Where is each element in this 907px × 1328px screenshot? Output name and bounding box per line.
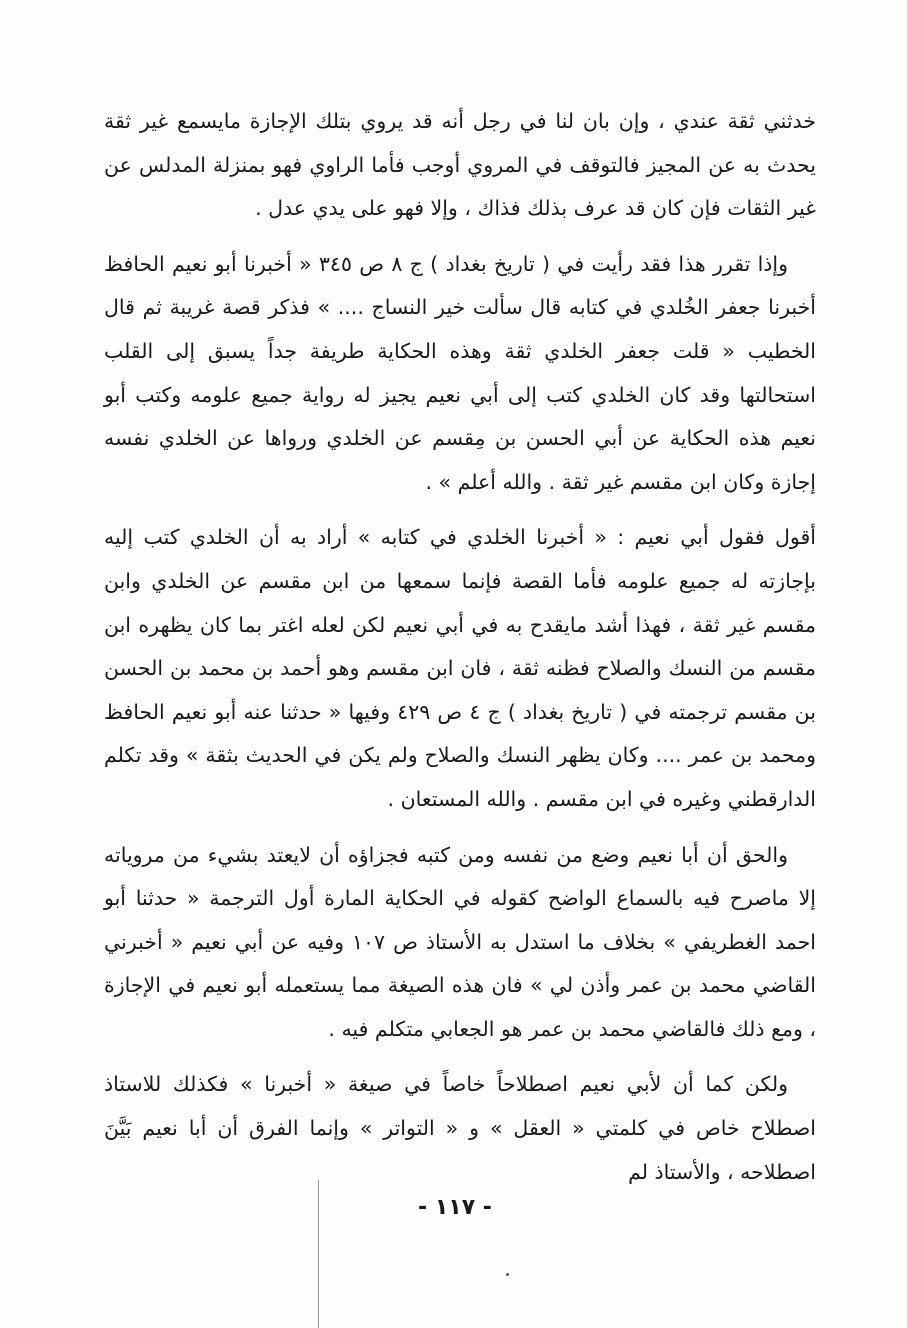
page-fold-line	[318, 1180, 319, 1328]
paragraph-2: وإذا تقرر هذا فقد رأيت في ( تاريخ بغداد ) ج ٨ ص ٣٤٥ « أخبرنا أبو نعيم الحافظ أخبرنا جعفر الخُلدي في كتابه قال سألت خير النساج .... » فذكر قصة غريبة ثم قال الخطيب « قلت جعفر الخلدي ثقة وهذه الحكاية طريفة جداً يسبق إلى القلب استحالتها وقد كان الخلدي كتب إلى أبي نعيم يجيز له رواية جميع علومه وكتب أبو نعيم هذه الحكاية عن أبي الحسن بن مِقسم عن الخلدي ورواها عن الخلدي نفسه إجازة وكان ابن مقسم غير ثقة . والله أعلم » .	[104, 251, 816, 494]
page-number: - ١١٧ -	[418, 1195, 492, 1220]
paragraph-3: أقول فقول أبي نعيم : « أخبرنا الخلدي في كتابه » أراد به أن الخلدي كتب إليه بإجازته له جميع علومه فأما القصة فإنما سمعها من ابن مقسم عن الخلدي وابن مقسم غير ثقة ، فهذا أشد مايقدح به في أبي نعيم لكن لعله اغتر بما كان يظهره ابن مقسم من النسك والصلاح فظنه ثقة ، فان ابن مقسم وهو أحمد بن محمد بن الحسن بن مقسم ترجمته في ( تاريخ بغداد ) ج ٤ ص ٤٢٩ وفيها « حدثنا عنه أبو نعيم الحافظ ومحمد بن عمر .... وكان يظهر النسك والصلاح ولم يكن في الحديث بثقة » وقد تكلم الدارقطني وغيره في ابن مقسم . والله المستعان .	[104, 525, 816, 811]
ink-speck	[506, 1273, 509, 1276]
paragraph-4: والحق أن أبا نعيم وضع من نفسه ومن كتبه فجزاؤه أن لايعتد بشيء من مروياته إلا ماصرح فيه بالسماع الواضح كقوله في الحكاية المارة أول الترجمة « حدثنا أبو احمد الغطريفي » بخلاف ما استدل به الأستاذ ص ١٠٧ وفيه عن أبي نعيم « أخبرني القاضي محمد بن عمر وأذن لي » فان هذه الصيغة مما يستعمله أبو نعيم في الإجازة ، ومع ذلك فالقاضي محمد بن عمر هو الجعابي متكلم فيه .	[104, 842, 816, 1041]
paragraph-5: ولكن كما أن لأبي نعيم اصطلاحاً خاصاً في صيغة « أخبرنا » فكذلك للاستاذ اصطلاح خاص في كلمتي « العقل » و « التواتر » وإنما الفرق أن أبا نعيم بَيَّنَ اصطلاحه ، والأستاذ لم	[104, 1072, 816, 1184]
paragraph-1: خدثني ثقة عندي ، وإن بان لنا في رجل أنه قد يروي بتلك الإجازة مايسمع غير ثقة يحدث به عن المجيز فالتوقف في المروي أوجب فأما الراوي فهو بمنزلة المدلس عن غير الثقات فإن كان قد عرف بذلك فذاك ، وإلا فهو على يدي عدل .	[104, 109, 816, 221]
body-text	[104, 100, 816, 1204]
